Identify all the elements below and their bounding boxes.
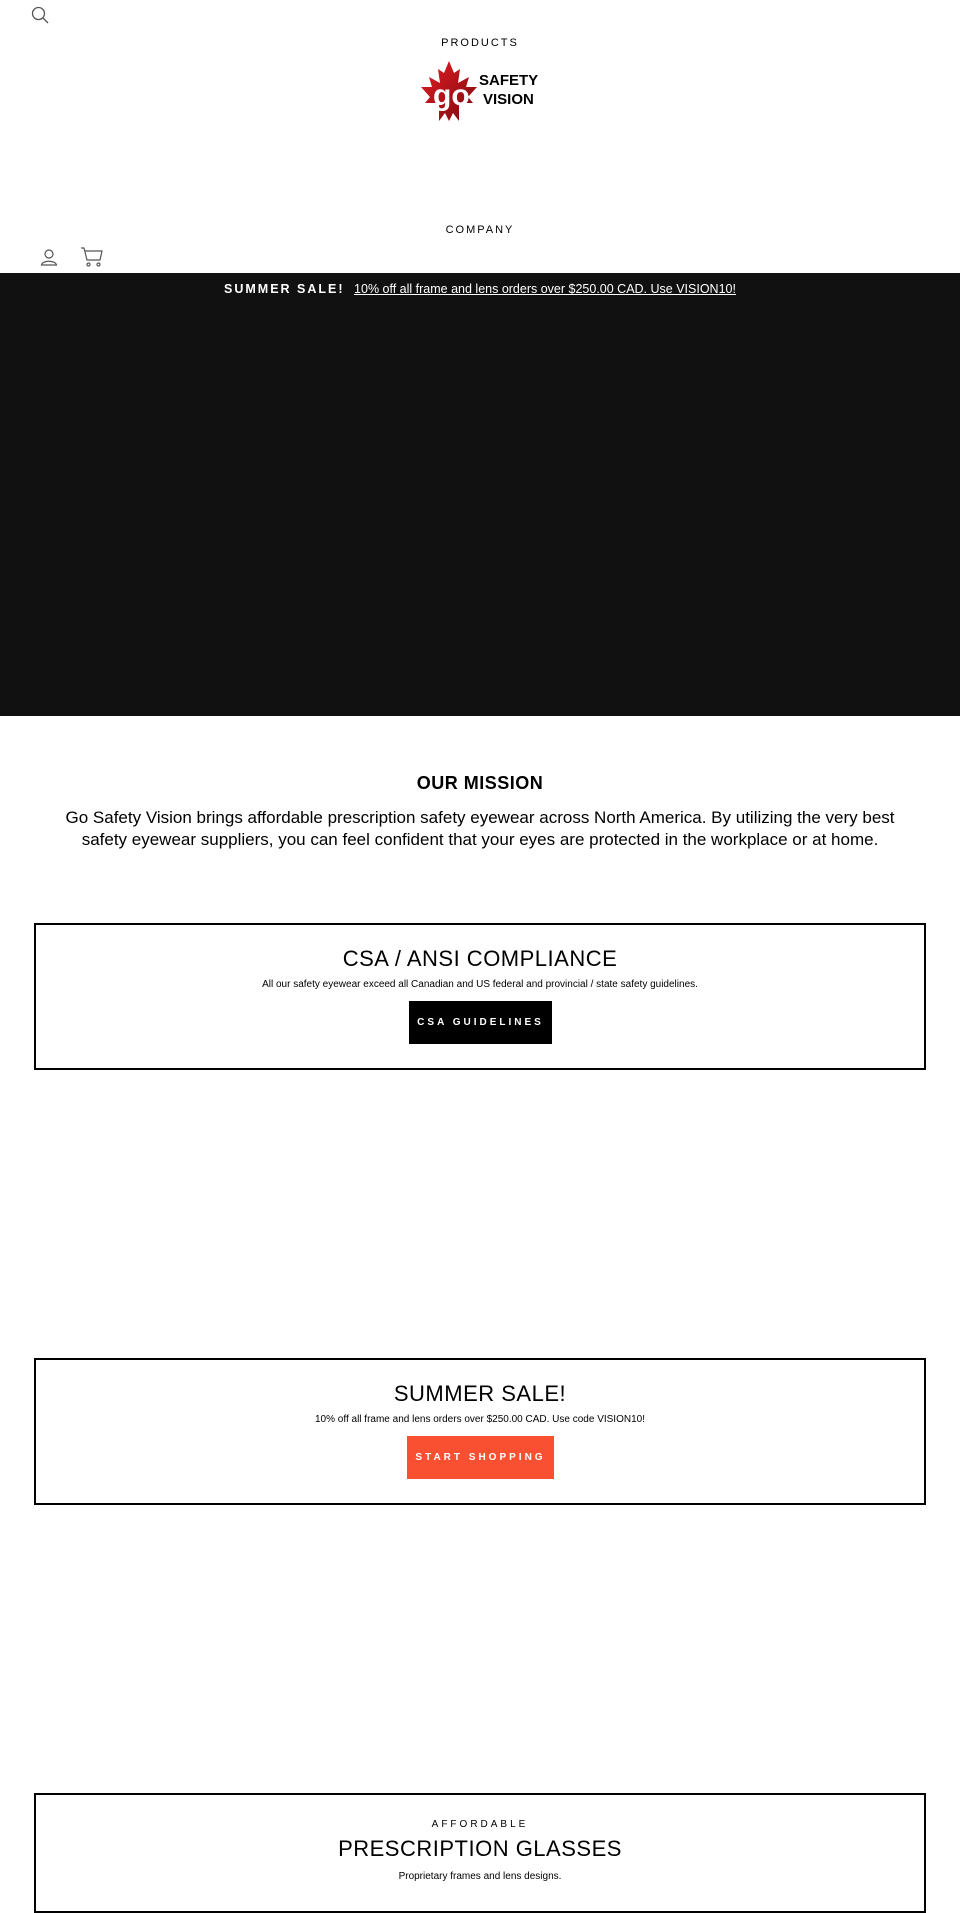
prescription-text: Proprietary frames and lens designs. [398, 1871, 562, 1882]
logo-text-1: SAFETY [479, 72, 539, 89]
sale-box [34, 1358, 926, 1505]
prescription-title: PRESCRIPTION GLASSES [338, 1836, 622, 1861]
compliance-text: All our safety eyewear exceed all Canadian and US federal and provincial / state safety guidelines. [262, 979, 698, 990]
announcement-strong: SUMMER SALE! [224, 282, 345, 296]
site-logo[interactable] [413, 59, 549, 125]
compliance-title: CSA / ANSI COMPLIANCE [342, 946, 618, 971]
announcement-link[interactable]: 10% off all frame and lens orders over $250.00 CAD. Use VISION10! [354, 282, 736, 296]
start-shopping-button[interactable]: START SHOPPING [407, 1436, 554, 1479]
logo-mark: go [433, 79, 470, 112]
csa-guidelines-button[interactable]: CSA GUIDELINES [409, 1001, 552, 1044]
search-icon[interactable] [31, 6, 49, 24]
logo-text-2: VISION [483, 91, 534, 108]
nav-products[interactable]: PRODUCTS [441, 37, 519, 49]
compliance-box [34, 923, 926, 1070]
nav-company[interactable]: COMPANY [445, 224, 515, 236]
hero-banner [0, 273, 960, 716]
sale-title: SUMMER SALE! [393, 1381, 567, 1406]
prescription-eyebrow: AFFORDABLE [431, 1819, 529, 1830]
account-icon[interactable] [40, 248, 58, 266]
announcement-bar [0, 282, 960, 296]
cart-icon[interactable] [80, 246, 104, 268]
prescription-box [34, 1793, 926, 1913]
mission-title: OUR MISSION [416, 773, 544, 793]
mission-text: Go Safety Vision brings affordable prescription safety eyewear across North America. By utilizing the very best safety eyewear suppliers, you can feel confident that your eyes are protected in the workplace or at home. [65, 808, 895, 849]
sale-text: 10% off all frame and lens orders over $250.00 CAD. Use code VISION10! [315, 1414, 645, 1425]
